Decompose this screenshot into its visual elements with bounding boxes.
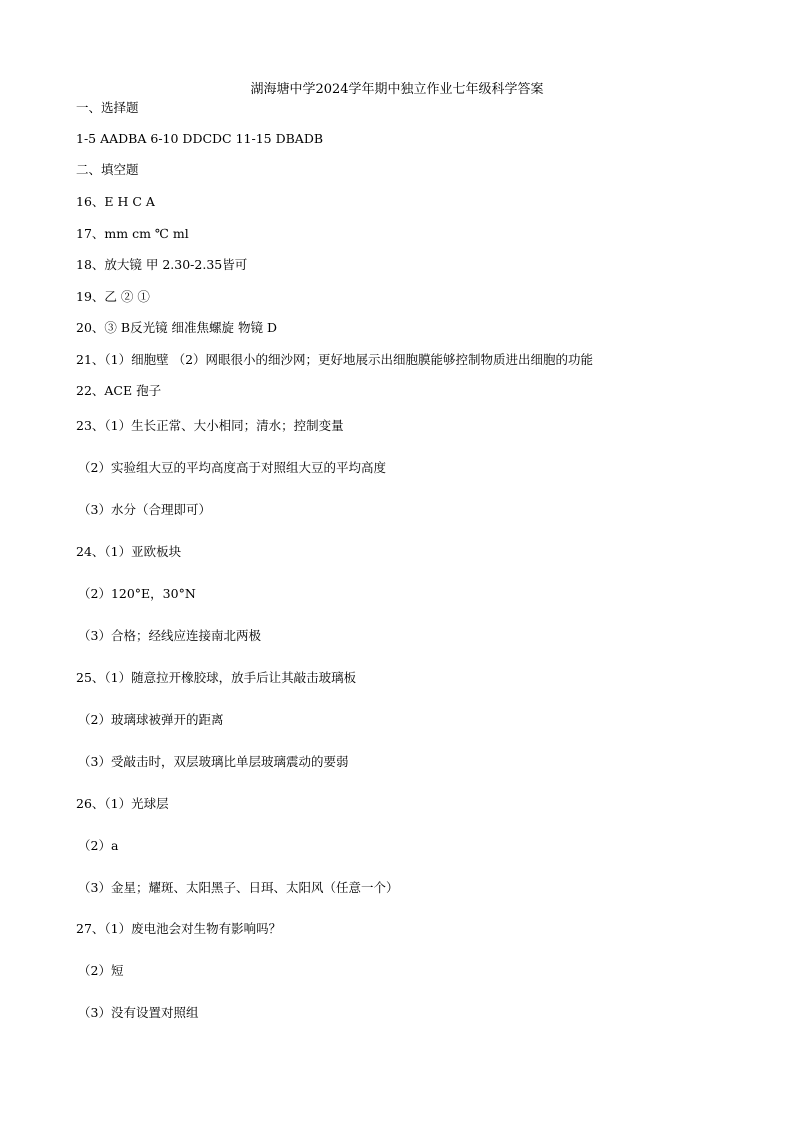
answer-line-25-3: （3）受敲击时，双层玻璃比单层玻璃震动的要弱 bbox=[78, 754, 349, 769]
answer-line-24-3: （3）合格；经线应连接南北两极 bbox=[78, 628, 261, 643]
answer-line-23-3: （3）水分（合理即可） bbox=[78, 502, 211, 517]
answer-line-1-15: 1-5 AADBA 6-10 DDCDC 11-15 DBADB bbox=[76, 131, 324, 146]
answer-line-24-2: （2）120°E，30°N bbox=[78, 586, 196, 601]
answer-line-16: 16、E H C A bbox=[76, 194, 155, 209]
answer-line-25-2: （2）玻璃球被弹开的距离 bbox=[78, 712, 224, 727]
answer-line-26-2: （2）a bbox=[78, 838, 119, 853]
answer-line-18: 18、放大镜 甲 2.30-2.35皆可 bbox=[76, 257, 248, 272]
answer-line-17: 17、mm cm ℃ ml bbox=[76, 226, 189, 241]
answer-line-26-1: 26、（1）光球层 bbox=[76, 796, 169, 811]
answer-line-27-1: 27、（1）废电池会对生物有影响吗？ bbox=[76, 921, 282, 936]
answer-line-20: 20、③ B反光镜 细准焦螺旋 物镜 D bbox=[76, 320, 278, 335]
answer-line-24-1: 24、（1）亚欧板块 bbox=[76, 544, 182, 559]
answer-line-21: 21、（1）细胞壁 （2）网眼很小的细沙网；更好地展示出细胞膜能够控制物质进出细胞的功能 bbox=[76, 352, 594, 367]
answer-line-19: 19、乙 ② ① bbox=[76, 289, 150, 304]
answer-line-27-3: （3）没有设置对照组 bbox=[78, 1005, 199, 1020]
section-heading-choice: 一、选择题 bbox=[76, 100, 139, 115]
answer-line-25-1: 25、（1）随意拉开橡胶球，放手后让其敲击玻璃板 bbox=[76, 670, 357, 685]
answer-line-23-1: 23、（1）生长正常、大小相同；清水；控制变量 bbox=[76, 418, 344, 433]
section-heading-fill: 二、填空题 bbox=[76, 162, 139, 177]
answer-line-23-2: （2）实验组大豆的平均高度高于对照组大豆的平均高度 bbox=[78, 460, 386, 475]
answer-line-27-2: （2）短 bbox=[78, 963, 124, 978]
answer-line-26-3: （3）金星；耀斑、太阳黑子、日珥、太阳风（任意一个） bbox=[78, 880, 399, 895]
page-title: 湖海塘中学2024学年期中独立作业七年级科学答案 bbox=[250, 82, 544, 97]
answer-line-22: 22、ACE 孢子 bbox=[76, 383, 162, 398]
